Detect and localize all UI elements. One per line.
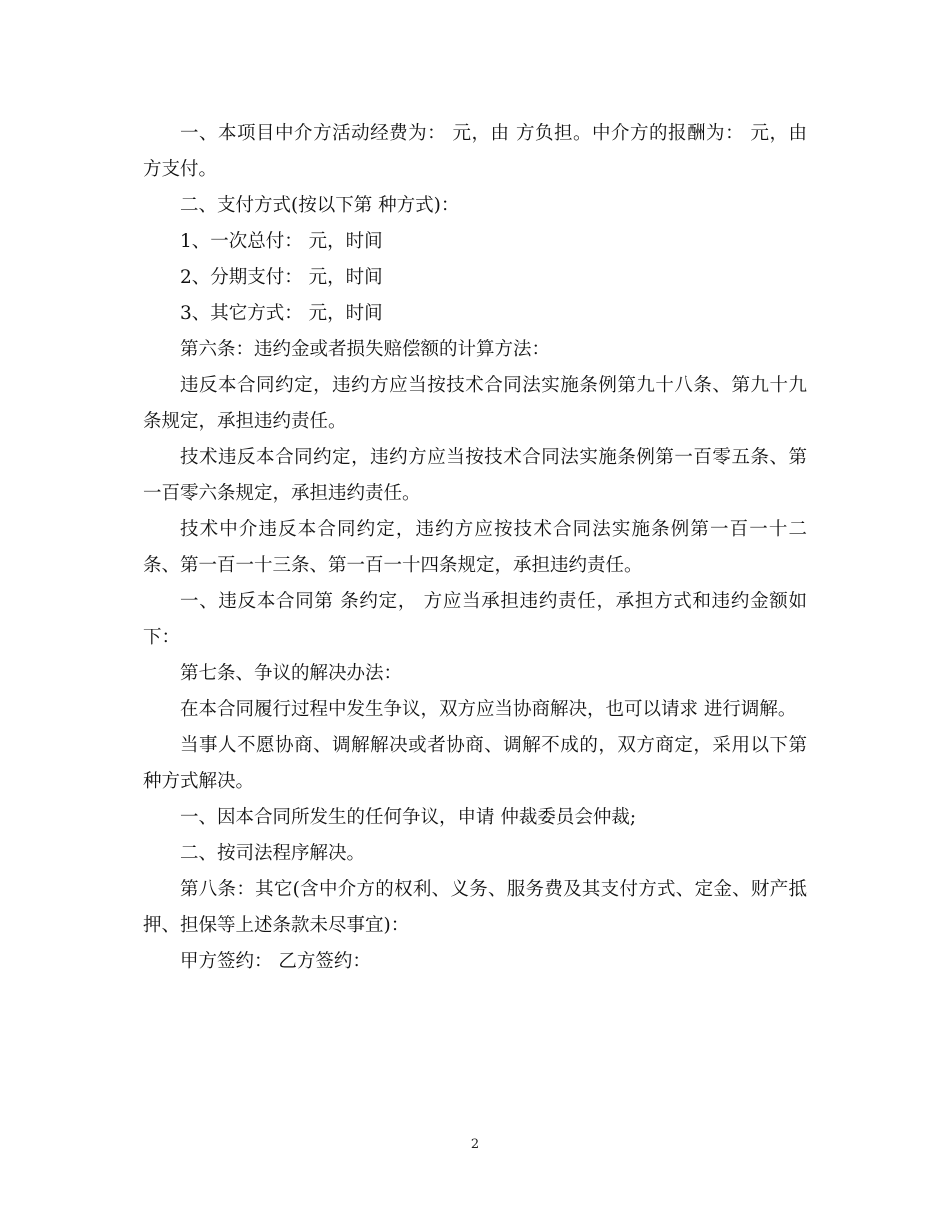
paragraph-activity-fee: 一、本项目中介方活动经费为： 元，由 方负担。中介方的报酬为： 元，由 方支付。 xyxy=(143,123,807,180)
paragraph-breach-liability: 一、违反本合同第 条约定， 方应当承担违约责任，承担方式和违约金额如下： xyxy=(143,591,807,648)
paragraph-dispute-mediation: 在本合同履行过程中发生争议，双方应当协商解决，也可以请求 进行调解。 xyxy=(180,699,797,720)
paragraph-payment-method: 二、支付方式(按以下第 种方式)： xyxy=(180,195,460,216)
heading-article-seven: 第七条、争议的解决办法： xyxy=(180,663,403,684)
paragraph-breach-general: 违反本合同约定，违约方应当按技术合同法实施条例第九十八条、第九十九条规定，承担违约责任。 xyxy=(143,375,807,432)
paragraph-breach-intermediary: 技术中介违反本合同约定，违约方应按技术合同法实施条例第一百一十二条、第一百一十三条、第一百一十四条规定，承担违约责任。 xyxy=(143,519,807,576)
paragraph-other-method: 3、其它方式： 元，时间 xyxy=(180,303,383,324)
paragraph-dispute-resolution-choice: 当事人不愿协商、调解解决或者协商、调解不成的，双方商定，采用以下第 种方式解决。 xyxy=(143,735,807,792)
signature-line: 甲方签约： 乙方签约： xyxy=(180,951,371,972)
heading-article-eight: 第八条：其它(含中介方的权利、义务、服务费及其支付方式、定金、财产抵押、担保等上述条款未尽事宜)： xyxy=(143,879,807,936)
paragraph-judicial: 二、按司法程序解决。 xyxy=(180,843,366,864)
paragraph-installments: 2、分期支付： 元，时间 xyxy=(180,267,383,288)
heading-article-six: 第六条：违约金或者损失赔偿额的计算方法： xyxy=(180,339,551,360)
paragraph-arbitration: 一、因本合同所发生的任何争议，申请 仲裁委员会仲裁; xyxy=(180,807,637,828)
paragraph-breach-technical: 技术违反本合同约定，违约方应当按技术合同法实施条例第一百零五条、第一百零六条规定，承担违约责任。 xyxy=(143,447,807,504)
page-number: 2 xyxy=(470,1137,480,1152)
document-body xyxy=(143,116,807,980)
paragraph-lump-sum: 1、一次总付： 元，时间 xyxy=(180,231,383,252)
